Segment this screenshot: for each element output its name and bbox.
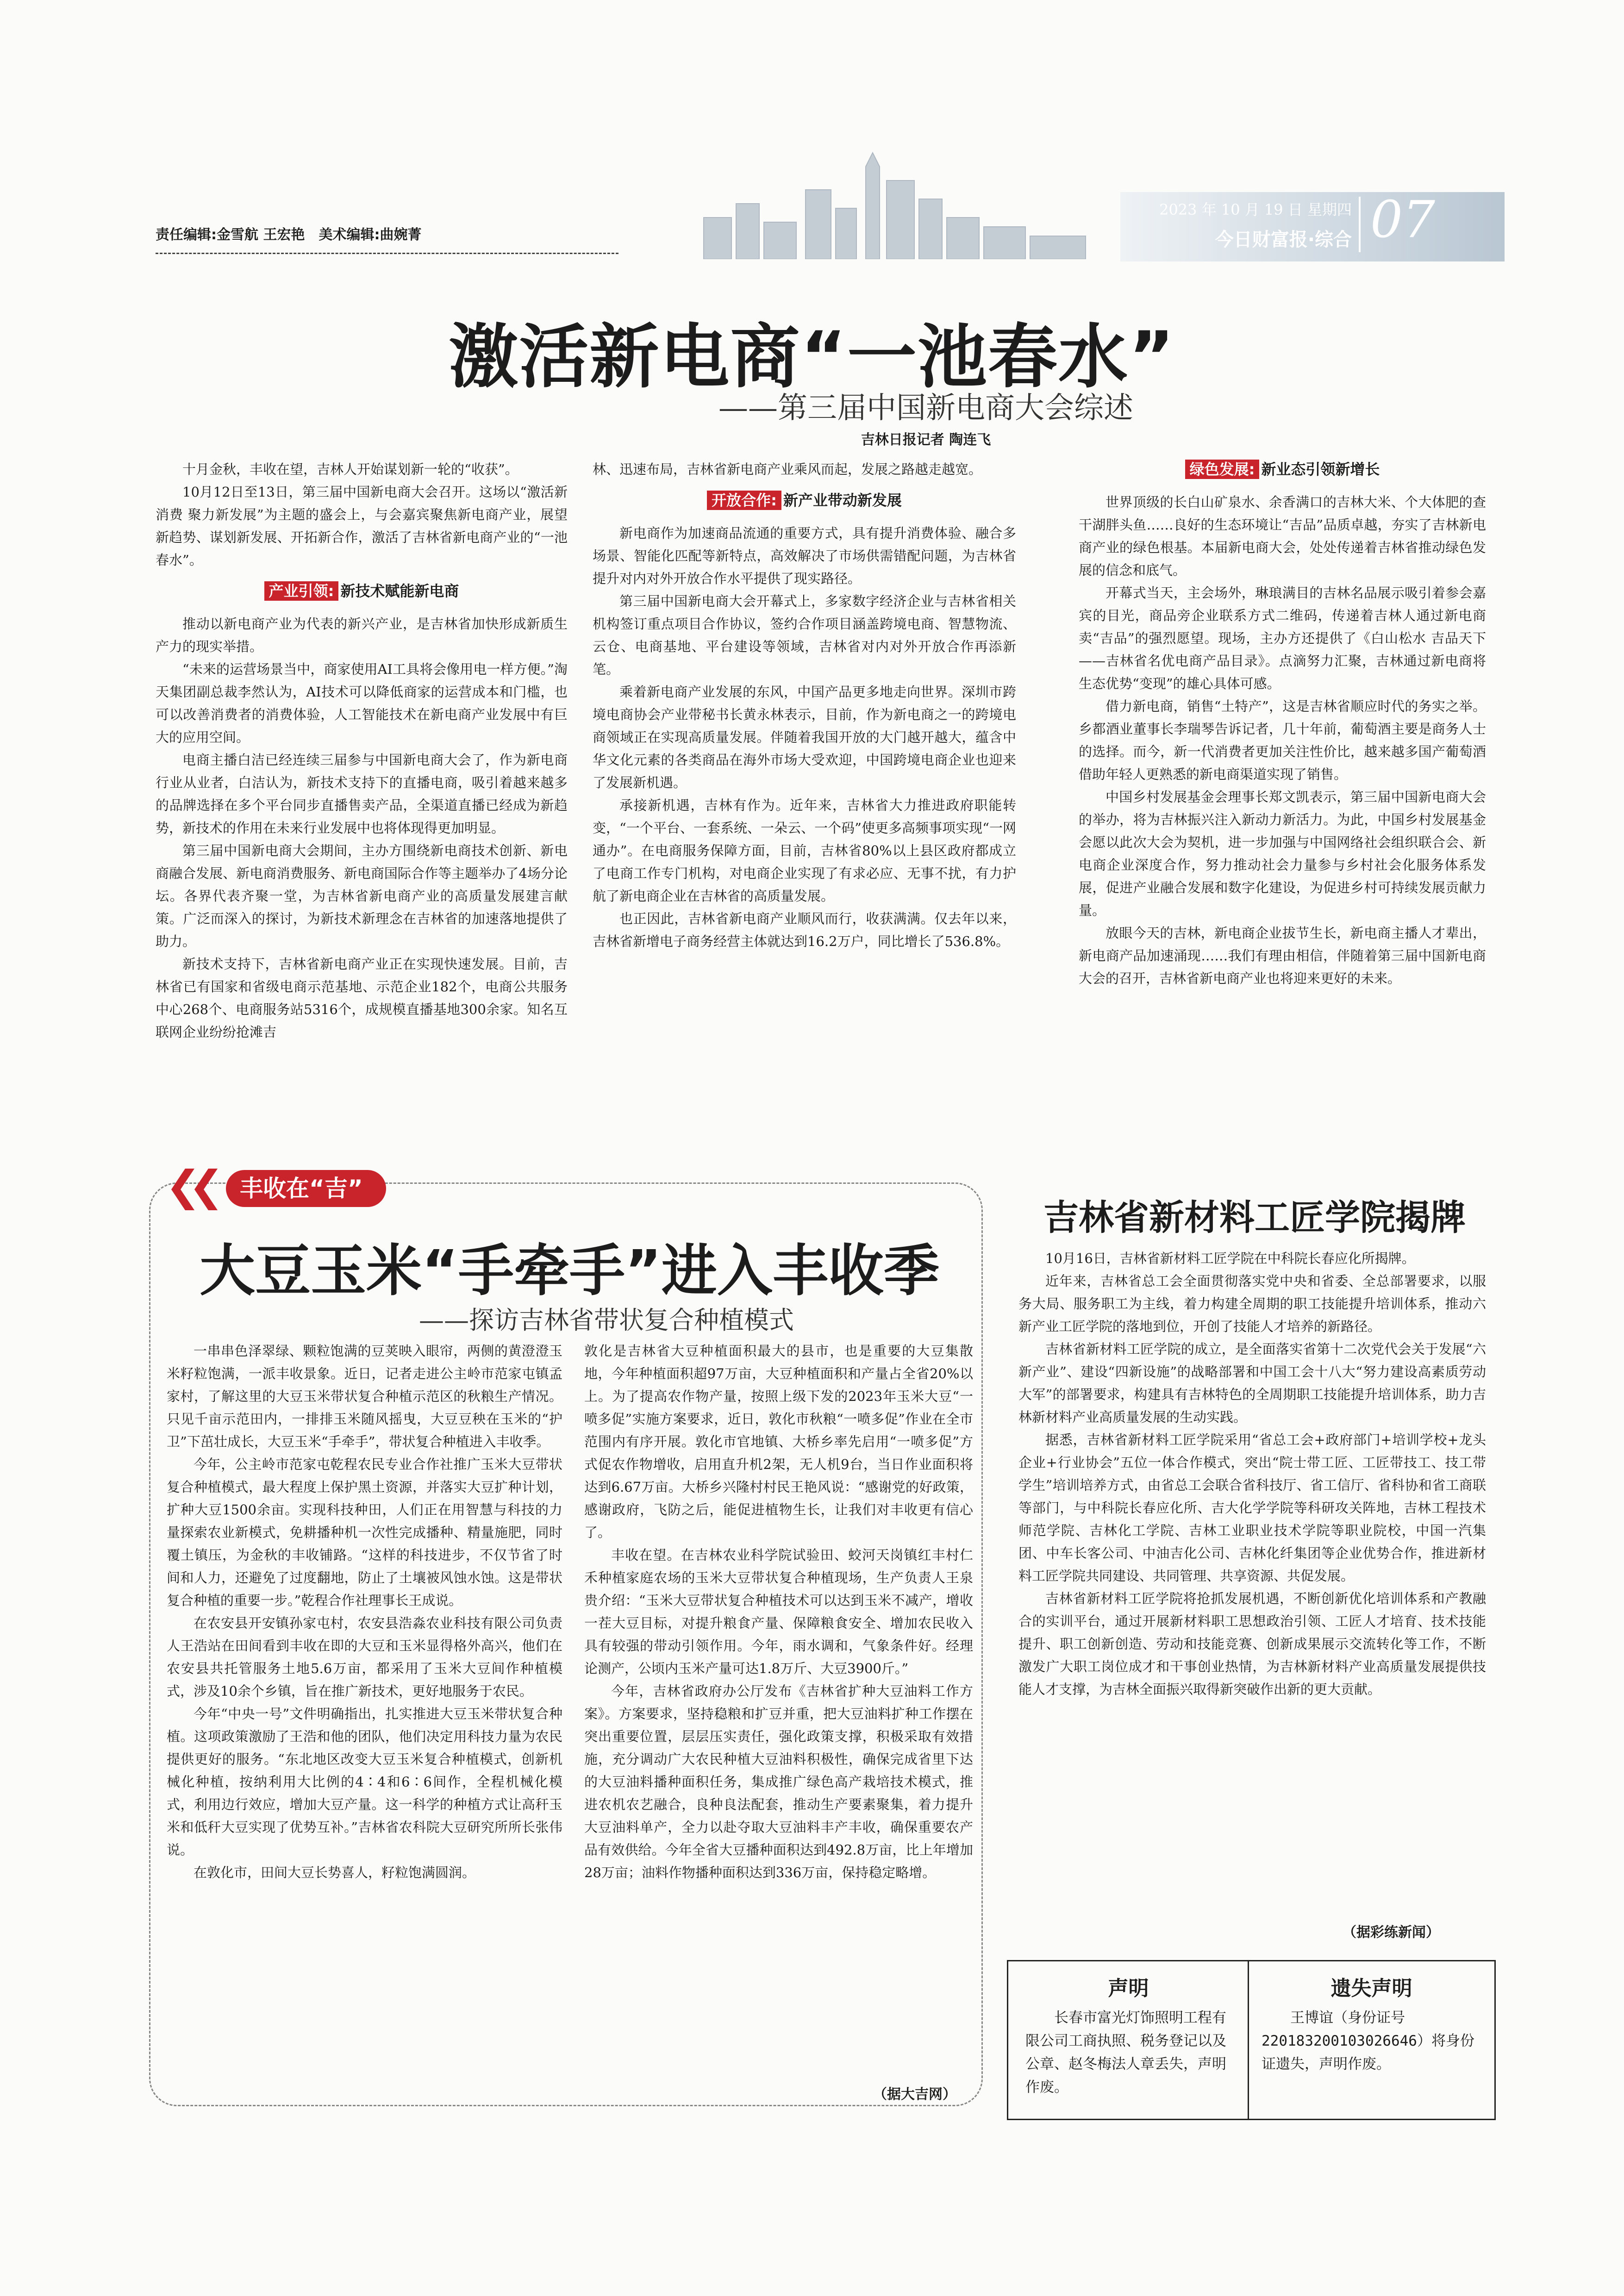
double-chevron-icon bbox=[160, 1166, 229, 1213]
editors-rule bbox=[156, 253, 618, 254]
paragraph: 据悉，吉林省新材料工匠学院采用“省总工会+政府部门+培训学校+龙头企业+行业协会”五位一体合作模式，突出“院士带工匠、工匠带技工、技工带学生”培训培养方式，由省总工会联合省科技厅、省工信厅、省科协和省工商联等部门，与中科院长春应化所、吉大化学学院等科研攻关阵地，吉林工程技术师范学院、吉林化工学院、吉林工业职业技术学院等职业院校，中国一汽集团、中车长客公司、中油吉化公司、吉林化纤集团等企业优势合作，推进新材料工匠学院共同建设、共同管理、共享资源、共促发展。 bbox=[1018, 1432, 1486, 1584]
paragraph: 中国乡村发展基金会理事长郑文凯表示，第三届中国新电商大会的举办，将为吉林振兴注入新动力新活力。为此，中国乡村发展基金会愿以此次大会为契机，进一步加强与中国网络社会组织联合会、新电商企业深度合作，努力推动社会力量参与乡村社会化服务体系发展，促进产业融合发展和数字化建设，为促进乡村可持续发展贡献力量。 bbox=[1079, 789, 1486, 918]
notice-body: 王博谊（身份证号220183200103026646）将身份证遗失，声明作废。 bbox=[1262, 2010, 1474, 2072]
section-tag: 开放合作: bbox=[707, 491, 781, 510]
paragraph: 林、迅速布局，吉林省新电商产业乘风而起，发展之路越走越宽。 bbox=[593, 461, 982, 477]
section-heading bbox=[1079, 458, 1486, 481]
paragraph: 吉林省新材料工匠学院将抢抓发展机遇，不断创新优化培训体系和产教融合的实训平台，通过开展新材料职工思想政治引领、工匠人才培育、技术技能提升、职工创新创造、劳动和技能竞赛、创新成果展示交流转化等工作，不断激发广大职工岗位成才和干事创业热情，为吉林新材料产业高质量发展提供技能人才支撑，为吉林全面振兴取得新突破作出新的更大贡献。 bbox=[1018, 1591, 1486, 1697]
section-tag: 绿色发展: bbox=[1185, 460, 1260, 479]
paragraph: 放眼今天的吉林，新电商企业拔节生长，新电商主播人才辈出，新电商产品加速涌现……我们有理由相信，伴随着第三届中国新电商大会的召开，吉林省新电商产业也将迎来更好的未来。 bbox=[1079, 925, 1486, 986]
notice-title: 遗失声明 bbox=[1330, 1977, 1412, 2000]
section-heading bbox=[593, 489, 1016, 512]
paragraph: 10月12日至13日，第三届中国新电商大会召开。这场以“激活新消费 聚力新发展”为主题的盛会上，与会嘉宾聚焦新电商产业，展望新趋势、谋划新发展、开拓新合作，激活了吉林省新电商产业的“一池春水”。 bbox=[156, 484, 568, 568]
notices-divider bbox=[1248, 1960, 1249, 2120]
institute-article bbox=[1018, 1247, 1486, 1701]
paragraph: 世界顶级的长白山矿泉水、余香满口的吉林大米、个大体肥的查干湖胖头鱼……良好的生态环境让“吉品”品质卓越，夯实了吉林新电商产业的绿色根基。本届新电商大会，处处传递着吉林省推动绿色发展的信念和底气。 bbox=[1079, 494, 1486, 578]
section-heading bbox=[156, 580, 568, 603]
paragraph: 电商主播白洁已经连续三届参与中国新电商大会了，作为新电商行业从业者，白洁认为，新技术支持下的直播电商，吸引着越来越多的品牌选择在多个平台同步直播售卖产品，全渠道直播已经成为新趋势，新技术的作用在未来行业发展中也将体现得更加明显。 bbox=[156, 752, 568, 836]
paragraph: 新电商作为加速商品流通的重要方式，具有提升消费体验、融合多场景、智能化匹配等新特点，高效解决了市场供需错配问题，为吉林省提升对内对外开放合作水平提供了现实路径。 bbox=[593, 525, 1016, 586]
section-title: 新业态引领新增长 bbox=[1261, 460, 1380, 478]
paragraph: 也正因此，吉林省新电商产业顺风而行，收获满满。仅去年以来，吉林省新增电子商务经营主体就达到16.2万户，同比增长了536.8%。 bbox=[593, 911, 1016, 949]
paragraph: 10月16日，吉林省新材料工匠学院在中科院长春应化所揭牌。 bbox=[1045, 1251, 1415, 1266]
article1-column-3 bbox=[1079, 458, 1486, 990]
paragraph: 承接新机遇，吉林有作为。近年来，吉林省大力推进政府职能转变，“一个平台、一套系统、一朵云、一个码”使更多高频事项实现“一网通办”。在电商服务保障方面，目前，吉林省80%以上县区政府都成立了电商工作专门机构，对电商企业实现了有求必应、无事不扰，有力护航了新电商企业在吉林省的高质量发展。 bbox=[593, 797, 1016, 904]
harvest-headline: 大豆玉米“手牵手”进入丰收季 bbox=[200, 1239, 939, 1303]
paragraph: 开幕式当天，主会场外，琳琅满目的吉林名品展示吸引着参会嘉宾的目光，商品旁企业联系方式二维码，传递着吉林人通过新电商卖“吉品”的强烈愿望。现场，主办方还提供了《白山松水 吉品天下——吉林省名优电商产品目录》。点滴努力汇聚，吉林通过新电商将生态优势“变现”的雄心具体可感。 bbox=[1079, 585, 1486, 691]
notice-title: 声明 bbox=[1108, 1977, 1149, 2000]
paragraph: 今年，吉林省政府办公厅发布《吉林省扩种大豆油料工作方案》。方案要求，坚持稳粮和扩豆并重，把大豆油料扩种工作摆在突出重要位置，层层压实责任，强化政策支撑，积极采取有效措施，充分调动广大农民种植大豆油料积极性，确保完成省里下达的大豆油料播种面积任务，集成推广绿色高产栽培技术模式，推进农机农艺融合，良种良法配套，推动生产要素聚集，着力提升大豆油料单产，全力以赴夺取大豆油料丰产丰收，确保重要农产品有效供给。今年全省大豆播种面积达到492.8万亩，比上年增加28万亩；油料作物播种面积达到336万亩，保持稳定略增。 bbox=[584, 1683, 973, 1880]
paragraph: 乘着新电商产业发展的东风，中国产品更多地走向世界。深圳市跨境电商协会产业带秘书长黄永林表示，目前，作为新电商之一的跨境电商领域正在实现高质量发展。伴随着我国开放的大门越开越大，蕴含中华文化元素的各类商品在海外市场大受欢迎，中国跨境电商企业也迎来了发展新机遇。 bbox=[593, 684, 1016, 790]
paragraph: 丰收在望。在吉林农业科学院试验田、蛟河天岗镇红丰村仁禾种植家庭农场的玉米大豆带状复合种植现场，生产负责人王泉贵介绍：“玉米大豆带状复合种植技术可以达到玉米不减产，增收一茬大豆目标，对提升粮食产量、保障粮食安全、增加农民收入具有较强的带动引领作用。今年，雨水调和，气象条件好。经理论测产，公顷内玉米产量可达1.8万斤、大豆3900斤。” bbox=[584, 1547, 973, 1676]
paragraph: 一串串色泽翠绿、颗粒饱满的豆荚映入眼帘，两侧的黄澄澄玉米籽粒饱满，一派丰收景象。近日，记者走进公主岭市范家屯镇孟家村，了解这里的大豆玉米带状复合种植示范区的秋粮生产情况。只见千亩示范田内，一排排玉米随风摇曳，大豆豆秧在玉米的“护卫”下茁壮成长，大豆玉米“手牵手”，带状复合种植进入丰收季。 bbox=[167, 1343, 562, 1450]
paragraph: 在农安县开安镇孙家屯村，农安县浩淼农业科技有限公司负责人王浩站在田间看到丰收在即的大豆和玉米显得格外高兴，他们在农安县共托管服务土地5.6万亩，都采用了玉米大豆间作种植模式，涉及10余个乡镇，旨在推广新技术，更好地服务于农民。 bbox=[167, 1615, 562, 1699]
paragraph: 新技术支持下，吉林省新电商产业正在实现快速发展。目前，吉林省已有国家和省级电商示范基地、示范企业182个，电商公共服务中心268个、电商服务站5316个，成规模直播基地300余家。知名互联网企业纷纷抢滩吉 bbox=[156, 956, 568, 1040]
city-skyline-icon bbox=[685, 148, 1102, 259]
section-title: 新产业带动新发展 bbox=[783, 492, 902, 509]
harvest-subheadline: ——探访吉林省带状复合种植模式 bbox=[419, 1306, 794, 1335]
paragraph: 第三届中国新电商大会期间，主办方围绕新电商技术创新、新电商融合发展、新电商消费服务、新电商国际合作等主题举办了4场分论坛。各界代表齐聚一堂，为吉林省新电商产业的高质量发展建言献策。广泛而深入的探讨，为新技术新理念在吉林省的加速落地提供了助力。 bbox=[156, 843, 568, 949]
paragraph: 近年来，吉林省总工会全面贯彻落实党中央和省委、全总部署要求，以服务大局、服务职工为主线，着力构建全周期的职工技能提升培训体系，推动六新产业工匠学院的落地到位，开创了技能人才培养的新路径。 bbox=[1018, 1273, 1486, 1334]
paragraph: 在敦化市，田间大豆长势喜人，籽粒饱满圆润。 bbox=[194, 1865, 476, 1880]
article1-column-2 bbox=[593, 458, 1016, 953]
paragraph: “未来的运营场景当中，商家使用AI工具将会像用电一样方便。”淘天集团副总裁李然认为，AI技术可以降低商家的运营成本和门槛，也可以改善消费者的消费体验，人工智能技术在新电商产业发展中有巨大的应用空间。 bbox=[156, 661, 568, 745]
issue-date: 2023 年 10 月 19 日 星期四 bbox=[1159, 201, 1352, 218]
main-headline: 激活新电商“一池春水” bbox=[449, 317, 1175, 398]
paragraph: 今年“中央一号”文件明确指出，扎实推进大豆玉米带状复合种植。这项政策激励了王浩和他的团队，他们决定用科技力量为农民提供更好的服务。“东北地区改变大豆玉米复合种植模式，创新机械化种植，按纳利用大比例的4∶4和6∶6间作，全程机械化模式，利用边行效应，增加大豆产量。这一科学的种植方式让高秆玉米和低秆大豆实现了优势互补。”吉林省农科院大豆研究所所长张伟说。 bbox=[167, 1706, 562, 1858]
main-byline: 吉林日报记者 陶连飞 bbox=[861, 432, 991, 448]
section-name: 今日财富报·综合 bbox=[1215, 229, 1352, 250]
institute-headline: 吉林省新材料工匠学院揭牌 bbox=[1043, 1197, 1466, 1238]
article2-column-2 bbox=[584, 1340, 973, 1884]
paragraph: 第三届中国新电商大会开幕式上，多家数字经济企业与吉林省相关机构签订重点项目合作协议，签约合作项目涵盖跨境电商、智慧物流、云仓、电商基地、平台建设等领域，吉林省对内对外开放合作再添新笔。 bbox=[593, 593, 1016, 677]
notice-body: 长春市富光灯饰照明工程有限公司工商执照、税务登记以及公章、赵冬梅法人章丢失，声明作废。 bbox=[1025, 2010, 1226, 2096]
article2-column-1 bbox=[167, 1340, 562, 1884]
paragraph: 吉林省新材料工匠学院的成立，是全面落实省第十二次党代会关于发展“六新产业”、建设“四新设施”的战略部署和中国工会十八大“努力建设高素质劳动大军”的部署要求，构建具有吉林特色的全周期职工技能提升培训体系，助力吉林新材料产业高质量发展的生动实践。 bbox=[1018, 1341, 1486, 1425]
editors-line: 责任编辑:金雪航 王宏艳 美术编辑:曲婉菁 bbox=[156, 227, 422, 243]
page-number-divider bbox=[1359, 197, 1361, 252]
paragraph: 今年，公主岭市范家屯乾程农民专业合作社推广玉米大豆带状复合种植模式，最大程度上保护黑土资源，并落实大豆扩种计划，扩种大豆1500余亩。实现科技种田，人们正在用智慧与科技的力量探索农业新模式，免耕播种机一次性完成播种、精量施肥，同时覆土镇压，为金秋的丰收铺路。“这样的科技进步，不仅节省了时间和人力，还避免了过度翻地，防止了土壤被风蚀水蚀。这是带状复合种植的重要一步。”乾程合作社理事长王成说。 bbox=[167, 1456, 562, 1608]
paragraph: 推动以新电商产业为代表的新兴产业，是吉林省加快形成新质生产力的现实举措。 bbox=[156, 616, 568, 654]
main-subheadline: ——第三届中国新电商大会综述 bbox=[718, 391, 1133, 425]
section-tag: 产业引领: bbox=[264, 581, 339, 601]
paragraph: 十月金秋，丰收在望，吉林人开始谋划新一轮的“收获”。 bbox=[182, 461, 518, 477]
harvest-source: （据大吉网） bbox=[870, 2083, 959, 2103]
article1-column-1 bbox=[156, 458, 568, 1044]
paragraph: 敦化是吉林省大豆种植面积最大的县市，也是重要的大豆集散地，今年种植面积超97万亩，大豆种植面积和产量占全省20%以上。为了提高农作物产量，按照上级下发的2023年玉米大豆“一喷多促”实施方案要求，近日，敦化市秋粮“一喷多促”作业在全市范围内有序开展。敦化市官地镇、大桥乡率先启用“一喷多促”方式促农作物增收，启用直升机2架，无人机9台，当日作业面积将达到6.67万亩。大桥乡兴隆村村民王艳风说：“感谢党的好政策，感谢政府，飞防之后，能促进植物生长，让我们对丰收更有信心了。 bbox=[584, 1343, 973, 1540]
section-title: 新技术赋能新电商 bbox=[340, 582, 459, 600]
page-number: 07 bbox=[1370, 190, 1435, 249]
paragraph: 借力新电商，销售“土特产”，这是吉林省顺应时代的务实之举。乡都酒业董事长李瑞琴告诉记者，几十年前，葡萄酒主要是商务人士的选择。而今，新一代消费者更加关注性价比，越来越多国产葡萄酒借助年轻人更熟悉的新电商渠道实现了销售。 bbox=[1079, 698, 1486, 782]
institute-source: （据彩练新闻） bbox=[1343, 1924, 1440, 1941]
column-tag: 丰收在“吉” bbox=[226, 1170, 386, 1207]
